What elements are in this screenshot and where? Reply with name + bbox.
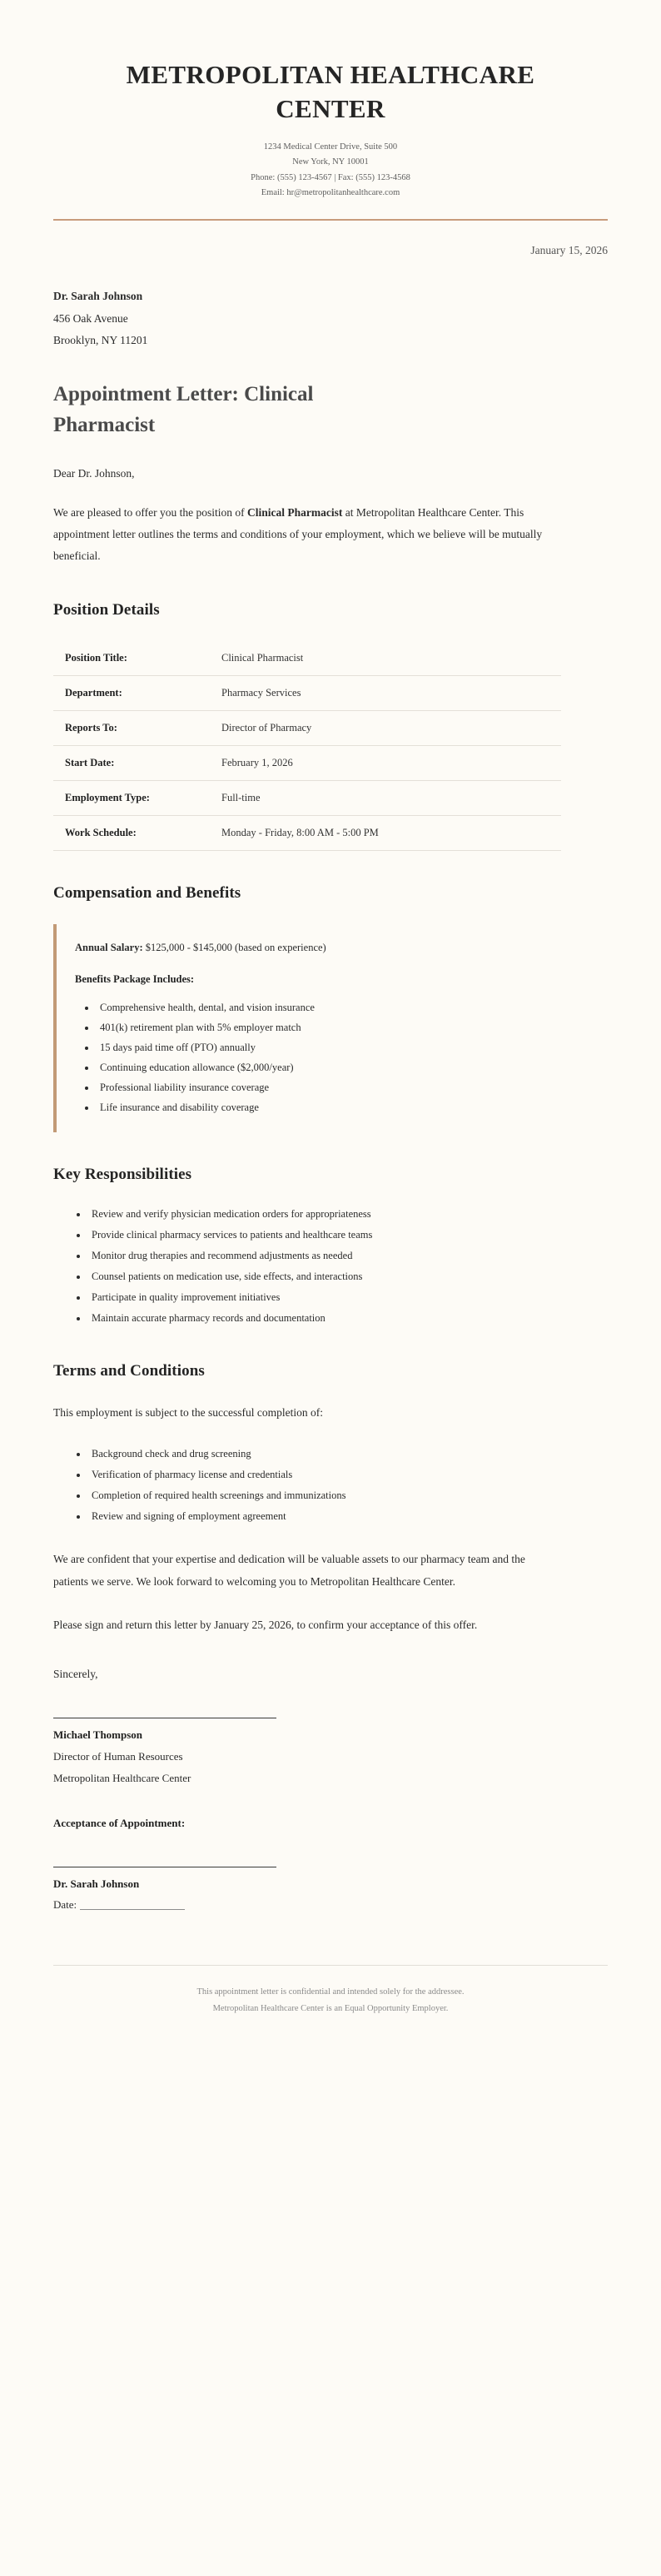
address-line-1: 1234 Medical Center Drive, Suite 500	[263, 142, 398, 152]
organization-contact-block	[53, 140, 608, 201]
recipient-street: 456 Oak Avenue	[53, 311, 128, 325]
position-details-table-body	[53, 641, 561, 851]
list-item: • Professional liability insurance coverage	[97, 1077, 574, 1097]
list-item: • 401(k) retirement plan with 5% employer match	[97, 1017, 574, 1037]
footer-eeo-note: Metropolitan Healthcare Center is an Equal Opportunity Employer.	[212, 2003, 449, 2013]
table-row	[53, 780, 561, 815]
position-details-table	[53, 641, 561, 851]
benefits-list	[75, 997, 574, 1117]
section-heading-position-details: Position Details	[53, 600, 160, 619]
detail-value: February 1, 2026	[221, 756, 293, 768]
table-row	[53, 641, 561, 676]
detail-label: Reports To:	[65, 721, 117, 734]
sincerely-line: Sincerely,	[53, 1668, 98, 1681]
table-row	[53, 815, 561, 850]
letterhead	[53, 47, 608, 201]
recipient-city-state-zip: Brooklyn, NY 11201	[53, 333, 148, 346]
annual-salary-label: Annual Salary:	[75, 941, 143, 953]
detail-value: Director of Pharmacy	[221, 721, 312, 734]
footer	[53, 1984, 608, 2066]
responsibilities-list	[53, 1204, 588, 1329]
list-item: • Review and signing of employment agreement	[88, 1506, 588, 1527]
detail-value: Pharmacy Services	[221, 686, 301, 699]
acceptance-date-label: Date:	[53, 1898, 77, 1912]
signer-name: Michael Thompson	[53, 1728, 143, 1742]
acceptance-date-input[interactable]	[80, 1897, 185, 1910]
compensation-highlight-box	[53, 924, 574, 1132]
list-item: • Life insurance and disability coverage	[97, 1097, 574, 1117]
detail-value: Monday - Friday, 8:00 AM - 5:00 PM	[221, 826, 379, 838]
section-heading-terms: Terms and Conditions	[53, 1361, 205, 1380]
detail-label: Position Title:	[65, 651, 127, 664]
detail-value: Full-time	[221, 791, 261, 803]
organization-name: METROPOLITAN HEALTHCARE CENTER	[126, 60, 535, 123]
phone-fax-line: Phone: (555) 123-4567 | Fax: (555) 123-4568	[251, 172, 410, 182]
signer-role: Director of Human Resources	[53, 1750, 183, 1763]
list-item: • 15 days paid time off (PTO) annually	[97, 1037, 574, 1057]
page-title: Appointment Letter: Clinical Pharmacist	[53, 383, 314, 436]
footer-divider	[53, 1965, 608, 1966]
letter-date: January 15, 2026	[530, 244, 608, 257]
benefits-package-label: Benefits Package Includes:	[75, 972, 195, 985]
list-item: • Background check and drug screening	[88, 1444, 588, 1465]
list-item: • Participate in quality improvement initiatives	[88, 1287, 588, 1308]
list-item: • Monitor drug therapies and recommend adjustments as needed	[88, 1246, 588, 1266]
recipient-name: Dr. Sarah Johnson	[53, 290, 143, 303]
terms-list	[53, 1444, 588, 1527]
list-item: • Comprehensive health, dental, and vision insurance	[97, 997, 574, 1017]
table-row	[53, 675, 561, 710]
recipient-address-block	[53, 286, 608, 351]
acceptance-heading: Acceptance of Appointment:	[53, 1817, 186, 1830]
salutation: Dear Dr. Johnson,	[53, 466, 135, 480]
table-row	[53, 710, 561, 745]
section-heading-responsibilities: Key Responsibilities	[53, 1165, 192, 1183]
email-line: Email: hr@metropolitanhealthcare.com	[261, 187, 400, 197]
address-line-2: New York, NY 10001	[292, 157, 369, 167]
table-row	[53, 745, 561, 780]
detail-label: Department:	[65, 686, 122, 699]
detail-label: Employment Type:	[65, 791, 150, 803]
list-item: • Continuing education allowance ($2,000/year)	[97, 1057, 574, 1077]
signer-organization: Metropolitan Healthcare Center	[53, 1772, 191, 1785]
list-item: • Provide clinical pharmacy services to patients and healthcare teams	[88, 1225, 588, 1246]
annual-salary-value: $125,000 - $145,000 (based on experience)	[142, 941, 326, 953]
list-item: • Verification of pharmacy license and credentials	[88, 1465, 588, 1485]
detail-label: Work Schedule:	[65, 826, 137, 838]
list-item: • Review and verify physician medication orders for appropriateness	[88, 1204, 588, 1225]
acceptance-name: Dr. Sarah Johnson	[53, 1877, 140, 1891]
acceptance-date-row	[53, 1897, 608, 1912]
footer-confidentiality-note: This appointment letter is confidential and intended solely for the addressee.	[196, 1987, 465, 1997]
list-item: • Completion of required health screenings and immunizations	[88, 1485, 588, 1506]
annual-salary-line	[75, 939, 574, 957]
intro-paragraph: We are pleased to offer you the position of Clinical Pharmacist at Metropolitan Healthcare Center. This appointment letter outlines the terms and conditions of your employment, which we believe will be mutually beneficial.	[53, 505, 543, 563]
closing-paragraph-2: Please sign and return this letter by January 25, 2026, to confirm your acceptance of this offer.	[53, 1618, 478, 1631]
letterhead-divider	[53, 219, 608, 221]
detail-label: Start Date:	[65, 756, 115, 768]
list-item: • Counsel patients on medication use, side effects, and interactions	[88, 1266, 588, 1287]
terms-intro-paragraph: This employment is subject to the successful completion of:	[53, 1405, 323, 1419]
detail-value: Clinical Pharmacist	[221, 651, 304, 664]
section-heading-compensation: Compensation and Benefits	[53, 883, 241, 902]
list-item: • Maintain accurate pharmacy records and documentation	[88, 1308, 588, 1329]
closing-paragraph-1: We are confident that your expertise and dedication will be valuable assets to our pharmacy team and the patients we serve. We look forward to welcoming you to Metropolitan Healthcare Center.	[53, 1553, 525, 1588]
